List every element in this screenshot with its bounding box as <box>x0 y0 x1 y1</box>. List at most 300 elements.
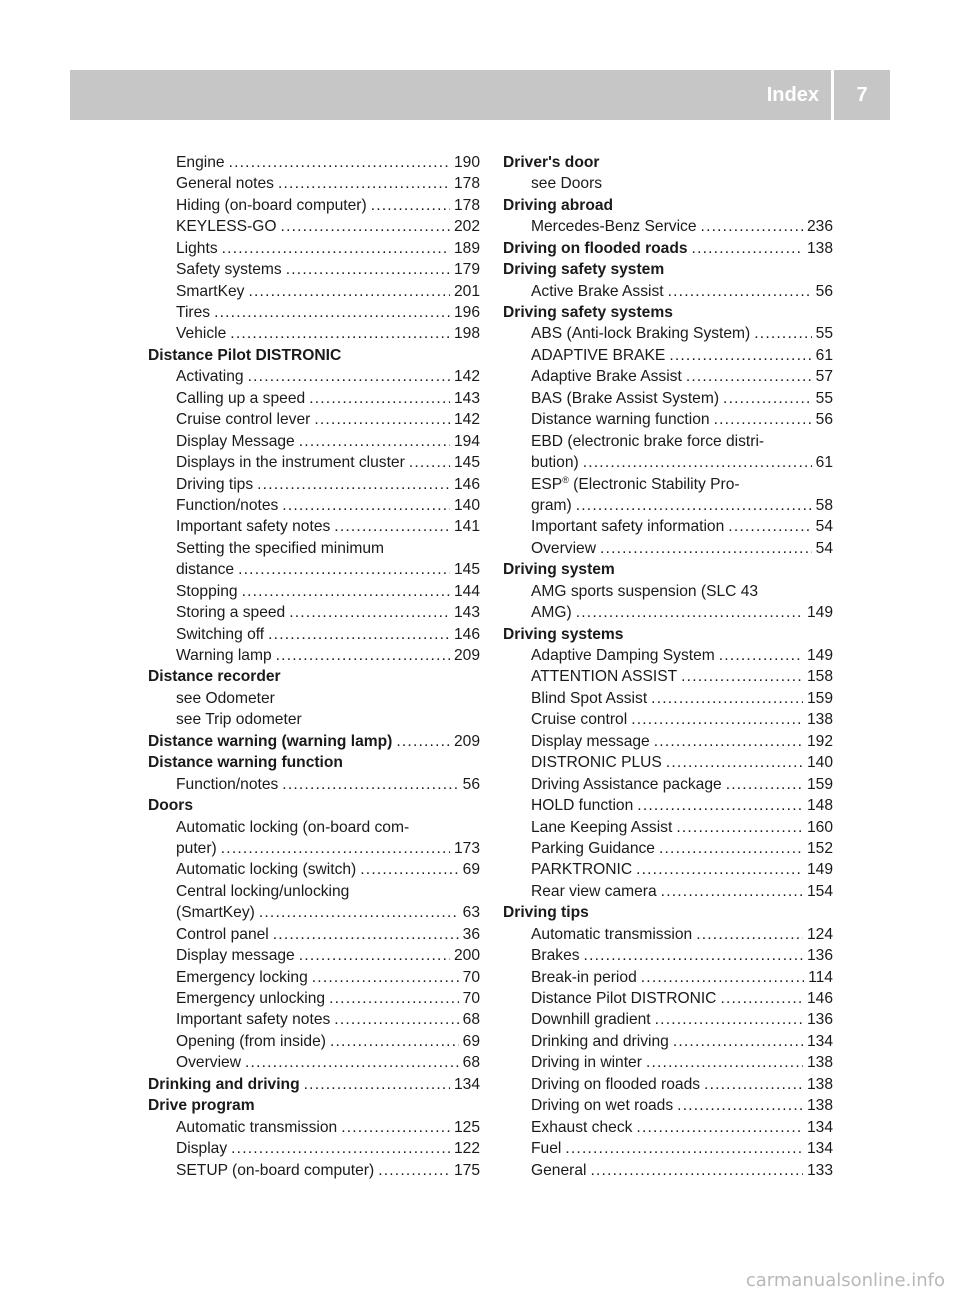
leader-dots <box>654 731 803 752</box>
leader-dots <box>222 238 450 259</box>
index-entry-text: Driving abroad <box>503 196 614 214</box>
index-heading <box>503 302 833 323</box>
page-ref: 61 <box>815 346 833 364</box>
index-entry <box>148 1031 480 1052</box>
index-entry-text: Driving tips <box>176 475 254 493</box>
index-entry-text: Stopping <box>176 582 238 600</box>
index-entry <box>148 281 480 302</box>
index-entry <box>148 817 480 838</box>
index-entry-text: Automatic transmission <box>176 1118 338 1136</box>
index-entry-text: Mercedes-Benz Service <box>531 218 697 236</box>
page-ref: 138 <box>806 1054 833 1072</box>
page-ref: 202 <box>453 218 480 236</box>
page-ref: 138 <box>806 1097 833 1115</box>
index-entry <box>148 409 480 430</box>
index-entry <box>148 259 480 280</box>
page-ref: 114 <box>808 968 833 986</box>
leader-dots <box>696 924 803 945</box>
index-entry-text: see Odometer <box>176 689 275 707</box>
leader-dots <box>409 452 450 473</box>
leader-dots <box>330 1031 459 1052</box>
page-ref: 140 <box>453 496 480 514</box>
leader-dots <box>659 838 803 859</box>
index-entry <box>503 752 833 773</box>
index-entry-text: Drinking and driving <box>148 1075 300 1093</box>
index-entry <box>503 388 833 409</box>
page-ref: 134 <box>806 1118 833 1136</box>
leader-dots <box>576 495 812 516</box>
leader-dots <box>636 1117 803 1138</box>
index-entry-text: Cruise control lever <box>176 411 311 429</box>
index-entry <box>503 1138 833 1159</box>
leader-dots <box>273 924 459 945</box>
index-heading <box>148 1074 480 1095</box>
index-entry <box>148 902 480 923</box>
index-entry-text: Important safety information <box>531 518 725 536</box>
index-entry <box>503 838 833 859</box>
page-ref: 57 <box>815 368 833 386</box>
leader-dots <box>314 409 450 430</box>
index-entry-text: DISTRONIC PLUS <box>531 754 662 772</box>
page-ref: 136 <box>806 947 833 965</box>
index-entry <box>148 452 480 473</box>
leader-dots <box>371 195 450 216</box>
index-entry-text: Important safety notes <box>176 518 331 536</box>
index-entry-text: Driving on wet roads <box>531 1097 674 1115</box>
leader-dots <box>299 945 450 966</box>
index-entry <box>148 602 480 623</box>
leader-dots <box>590 1160 802 1181</box>
index-entry <box>503 516 833 537</box>
index-heading <box>503 259 833 280</box>
index-entry-text: Emergency unlocking <box>176 990 326 1008</box>
leader-dots <box>229 152 450 173</box>
page-ref: 178 <box>453 196 480 214</box>
page-ref: 159 <box>806 775 833 793</box>
page-ref: 138 <box>806 239 833 257</box>
page-ref: 68 <box>462 1011 480 1029</box>
index-entry-text: distance <box>176 561 235 579</box>
page-ref: 145 <box>453 454 480 472</box>
index-entry-text: Opening (from inside) <box>176 1032 326 1050</box>
index-entry <box>503 881 833 902</box>
index-entry <box>148 152 480 173</box>
leader-dots <box>257 474 450 495</box>
page-ref: 69 <box>462 1032 480 1050</box>
index-entry-text: Display message <box>176 947 295 965</box>
leader-dots <box>221 838 450 859</box>
index-entry-text: Lights <box>176 239 218 257</box>
leader-dots <box>276 645 450 666</box>
index-entry <box>503 988 833 1009</box>
index-entry-text: see Doors <box>531 175 603 193</box>
index-entry-text: BAS (Brake Assist System) <box>531 389 720 407</box>
leader-dots <box>282 495 450 516</box>
leader-dots <box>576 602 803 623</box>
index-entry-text: Function/notes <box>176 496 279 514</box>
index-entry <box>148 1138 480 1159</box>
page-ref: 56 <box>462 775 480 793</box>
index-entry-text: Activating <box>176 368 244 386</box>
leader-dots <box>248 366 450 387</box>
index-entry <box>503 924 833 945</box>
leader-dots <box>637 795 803 816</box>
index-entry-text: Doors <box>148 797 194 815</box>
page-ref: 54 <box>815 539 833 557</box>
page-ref: 63 <box>462 904 480 922</box>
page-ref: 198 <box>453 325 480 343</box>
index-entry-text: Exhaust check <box>531 1118 633 1136</box>
index-entry-text: see Trip odometer <box>176 711 302 729</box>
index-heading <box>148 752 480 773</box>
leader-dots <box>334 516 450 537</box>
index-entry <box>503 1074 833 1095</box>
leader-dots <box>726 774 803 795</box>
index-entry <box>503 216 833 237</box>
index-entry-text: Storing a speed <box>176 604 286 622</box>
index-entry-text: bution) <box>531 454 579 472</box>
index-entry <box>148 967 480 988</box>
index-heading <box>503 152 833 173</box>
index-entry-text: Control panel <box>176 925 269 943</box>
page-ref: 146 <box>453 475 480 493</box>
leader-dots <box>278 173 450 194</box>
page-ref: 200 <box>453 947 480 965</box>
leader-dots <box>754 323 811 344</box>
leader-dots <box>334 1009 458 1030</box>
page-ref: 36 <box>462 925 480 943</box>
index-heading <box>148 667 480 688</box>
index-entry-text: Driving safety system <box>503 261 665 279</box>
page-ref: 134 <box>453 1075 480 1093</box>
leader-dots <box>299 431 450 452</box>
index-entry-text: General notes <box>176 175 274 193</box>
leader-dots <box>641 967 804 988</box>
index-entry-text: Adaptive Damping System <box>531 647 715 665</box>
index-entry-text: ATTENTION ASSIST <box>531 668 678 686</box>
leader-dots <box>329 988 459 1009</box>
page-ref: 134 <box>806 1140 833 1158</box>
page-ref: 209 <box>453 647 480 665</box>
index-entry <box>503 1117 833 1138</box>
index-entry-text: Warning lamp <box>176 647 272 665</box>
leader-dots <box>259 902 459 923</box>
page-ref: 138 <box>806 711 833 729</box>
index-entry-text: Automatic transmission <box>531 925 693 943</box>
page-ref: 144 <box>453 582 480 600</box>
index-entry-text: Display message <box>531 732 650 750</box>
index-entry-text: Driver's door <box>503 153 600 171</box>
leader-dots <box>661 881 803 902</box>
index-entry <box>148 366 480 387</box>
leader-dots <box>692 238 803 259</box>
leader-dots <box>360 859 458 880</box>
index-heading <box>503 559 833 580</box>
leader-dots <box>378 1160 450 1181</box>
index-heading <box>503 195 833 216</box>
index-entry-text: Automatic locking (switch) <box>176 861 357 879</box>
index-entry-text: General <box>531 1161 587 1179</box>
page-ref: 196 <box>453 304 480 322</box>
index-entry <box>148 474 480 495</box>
index-entry-text: Display Message <box>176 432 295 450</box>
page-ref: 175 <box>453 1161 480 1179</box>
index-column-left <box>148 152 480 1181</box>
page-ref: 70 <box>462 968 480 986</box>
leader-dots <box>312 967 459 988</box>
index-entry-text: ADAPTIVE BRAKE <box>531 346 666 364</box>
index-entry-text: Distance Pilot DISTRONIC <box>148 346 342 364</box>
index-heading <box>503 238 833 259</box>
index-entry-text: Important safety notes <box>176 1011 331 1029</box>
index-entry <box>503 1160 833 1181</box>
leader-dots <box>214 302 450 323</box>
page-ref: 69 <box>462 861 480 879</box>
leader-dots <box>666 752 803 773</box>
index-entry-text: Brakes <box>531 947 580 965</box>
index-entry-text: puter) <box>176 839 217 857</box>
leader-dots <box>600 538 812 559</box>
page-ref: 122 <box>453 1140 480 1158</box>
leader-dots <box>583 452 812 473</box>
leader-dots <box>655 1009 803 1030</box>
index-entry <box>148 859 480 880</box>
index-entry-text: Downhill gradient <box>531 1011 651 1029</box>
leader-dots <box>286 259 450 280</box>
index-entry <box>503 967 833 988</box>
index-entry-text: Driving Assistance package <box>531 775 722 793</box>
page-ref: 236 <box>806 218 833 236</box>
page-ref: 143 <box>453 389 480 407</box>
leader-dots <box>396 731 450 752</box>
leader-dots <box>728 516 811 537</box>
leader-dots <box>719 645 803 666</box>
page-ref: 55 <box>815 389 833 407</box>
index-entry-text: Engine <box>176 153 225 171</box>
page-ref: 152 <box>806 839 833 857</box>
index-entry-text: Distance warning function <box>148 754 343 772</box>
page-ref: 142 <box>453 411 480 429</box>
leader-dots <box>282 774 458 795</box>
index-entry-text: Overview <box>531 539 596 557</box>
page-ref: 160 <box>806 818 833 836</box>
index-entry-text: KEYLESS-GO <box>176 218 277 236</box>
leader-dots <box>248 281 450 302</box>
index-entry-text: EBD (electronic brake force distri- <box>531 432 765 450</box>
index-heading <box>148 795 480 816</box>
index-entry <box>148 988 480 1009</box>
index-entry <box>148 216 480 237</box>
leader-dots <box>720 988 803 1009</box>
index-entry <box>503 774 833 795</box>
index-entry-text: Tires <box>176 304 211 322</box>
index-entry-text: Display <box>176 1140 228 1158</box>
index-entry <box>503 709 833 730</box>
index-entry-text: HOLD function <box>531 797 634 815</box>
index-heading <box>148 731 480 752</box>
page-ref: 142 <box>453 368 480 386</box>
page-ref: 56 <box>815 411 833 429</box>
index-entry <box>148 624 480 645</box>
index-entry-text: Drinking and driving <box>531 1032 669 1050</box>
page-ref: 159 <box>806 689 833 707</box>
index-entry <box>148 688 480 709</box>
index-entry <box>148 1052 480 1073</box>
leader-dots <box>681 666 803 687</box>
index-entry <box>148 559 480 580</box>
index-entry <box>503 1010 833 1031</box>
page-ref: 70 <box>462 990 480 1008</box>
index-entry <box>148 495 480 516</box>
page-ref: 133 <box>806 1161 833 1179</box>
leader-dots <box>636 859 803 880</box>
leader-dots <box>231 1138 450 1159</box>
leader-dots <box>677 1095 803 1116</box>
page-ref: 189 <box>453 239 480 257</box>
index-entry-text: AMG) <box>531 604 572 622</box>
page-ref: 194 <box>453 432 480 450</box>
leader-dots <box>704 1074 803 1095</box>
page-ref: 125 <box>453 1118 480 1136</box>
page-ref: 149 <box>806 861 833 879</box>
index-entry <box>148 774 480 795</box>
page-ref: 134 <box>806 1032 833 1050</box>
index-entry <box>503 581 833 602</box>
leader-dots <box>669 345 811 366</box>
page-ref: 55 <box>815 325 833 343</box>
index-entry <box>148 324 480 345</box>
leader-dots <box>242 581 450 602</box>
index-entry <box>148 945 480 966</box>
index-entry-text: SmartKey <box>176 282 245 300</box>
leader-dots <box>289 602 450 623</box>
index-entry-text: Break-in period <box>531 968 637 986</box>
leader-dots <box>304 1074 450 1095</box>
index-entry <box>148 195 480 216</box>
index-entry-text: Rear view camera <box>531 882 657 900</box>
index-entry <box>148 1010 480 1031</box>
index-entry-text: Fuel <box>531 1140 562 1158</box>
index-entry-text: Vehicle <box>176 325 227 343</box>
registered-mark: ® <box>562 474 569 485</box>
index-entry-text: Hiding (on-board computer) <box>176 196 367 214</box>
page-number: 7 <box>856 84 868 106</box>
index-entry-text: Distance Pilot DISTRONIC <box>531 990 717 1008</box>
index-heading <box>148 1095 480 1116</box>
index-entry-text: Setting the specified minimum <box>176 539 385 557</box>
index-entry-text: Cruise control <box>531 711 628 729</box>
page-ref: 158 <box>806 668 833 686</box>
leader-dots <box>565 1138 803 1159</box>
index-entry <box>148 838 480 859</box>
index-column-right <box>503 152 833 1181</box>
index-entry <box>503 495 833 516</box>
leader-dots <box>723 388 812 409</box>
leader-dots <box>230 323 450 344</box>
leader-dots <box>651 688 803 709</box>
index-entry <box>148 302 480 323</box>
page-ref: 201 <box>453 282 480 300</box>
index-entry <box>148 709 480 730</box>
page-ref: 58 <box>815 496 833 514</box>
index-entry-text: Driving on flooded roads <box>503 239 688 257</box>
index-entry <box>503 859 833 880</box>
index-entry <box>148 238 480 259</box>
leader-dots <box>701 216 803 237</box>
index-entry <box>148 581 480 602</box>
index-entry-text: PARKTRONIC <box>531 861 633 879</box>
leader-dots <box>673 1031 803 1052</box>
index-entry <box>503 345 833 366</box>
index-entry <box>503 667 833 688</box>
leader-dots <box>631 709 803 730</box>
page-ref: 145 <box>453 561 480 579</box>
page-ref: 124 <box>806 925 833 943</box>
page-ref: 146 <box>453 625 480 643</box>
index-entry-text: (SmartKey) <box>176 904 255 922</box>
leader-dots <box>309 388 450 409</box>
index-entry-text: Calling up a speed <box>176 389 306 407</box>
page-ref: 173 <box>453 839 480 857</box>
leader-dots <box>676 817 803 838</box>
watermark: carmanualsonline.info <box>745 1270 945 1291</box>
index-entry <box>148 645 480 666</box>
leader-dots <box>668 281 812 302</box>
index-entry-text: SETUP (on-board computer) <box>176 1161 375 1179</box>
index-entry <box>503 688 833 709</box>
page-ref: 154 <box>806 882 833 900</box>
leader-dots <box>686 366 812 387</box>
index-entry-text: Adaptive Brake Assist <box>531 368 682 386</box>
index-entry-text: Distance warning (warning lamp) <box>148 732 393 750</box>
index-entry <box>148 1160 480 1181</box>
index-entry <box>503 945 833 966</box>
index-entry-text: Automatic locking (on-board com- <box>176 818 410 836</box>
leader-dots <box>714 409 812 430</box>
index-entry <box>148 881 480 902</box>
index-entry-text: ABS (Anti-lock Braking System) <box>531 325 751 343</box>
index-entry <box>503 474 833 495</box>
index-heading <box>503 624 833 645</box>
index-entry <box>503 409 833 430</box>
index-entry <box>503 645 833 666</box>
index-entry <box>503 1052 833 1073</box>
index-entry <box>503 324 833 345</box>
index-entry-text: Driving safety systems <box>503 304 673 322</box>
index-entry-text: Drive program <box>148 1097 255 1115</box>
page-ref: 143 <box>453 604 480 622</box>
index-entry <box>503 431 833 452</box>
index-entry-text: Driving systems <box>503 625 624 643</box>
leader-dots <box>245 1052 459 1073</box>
index-entry <box>148 431 480 452</box>
index-entry <box>503 1031 833 1052</box>
index-entry-text: Lane Keeping Assist <box>531 818 673 836</box>
index-entry-text: Central locking/unlocking <box>176 882 350 900</box>
page-ref: 141 <box>453 518 480 536</box>
index-entry-text: Distance warning function <box>531 411 710 429</box>
index-entry <box>148 924 480 945</box>
index-entry <box>503 281 833 302</box>
index-entry <box>148 173 480 194</box>
index-entry <box>148 1117 480 1138</box>
index-entry-text: Safety systems <box>176 261 282 279</box>
index-entry <box>148 388 480 409</box>
index-entry-text: Switching off <box>176 625 265 643</box>
index-entry <box>503 173 833 194</box>
index-entry-text: Blind Spot Assist <box>531 689 648 707</box>
index-entry <box>503 817 833 838</box>
